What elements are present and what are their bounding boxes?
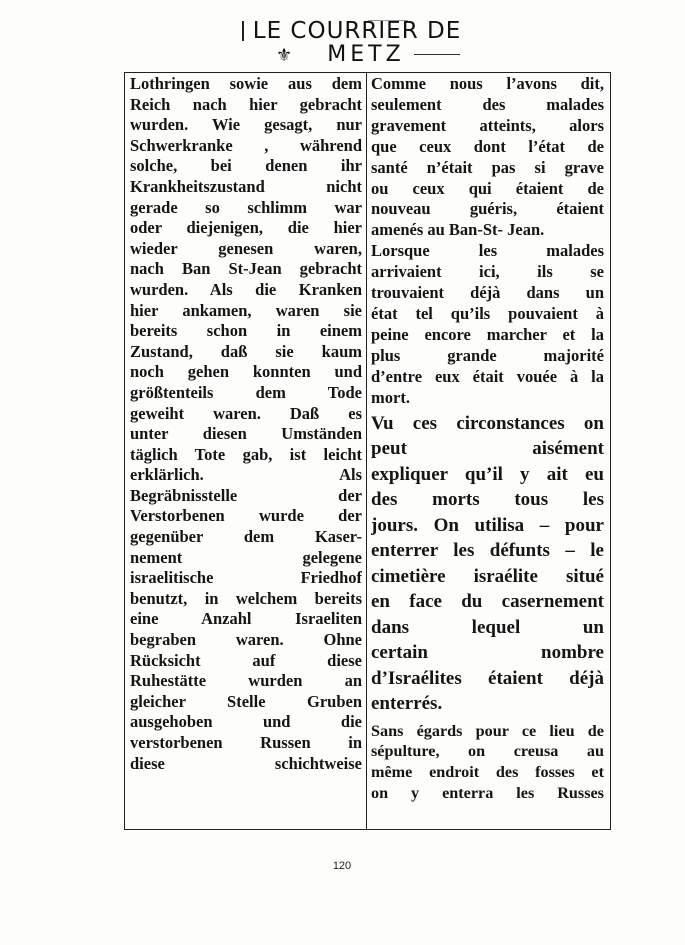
text-line: größtenteils dem Tode — [130, 382, 362, 402]
german-text-column — [130, 74, 362, 774]
text-line: eine Anzahl Israeliten — [130, 609, 362, 629]
text-line: arrivaient ici, ils se — [371, 262, 604, 282]
french-paragraph-4 — [371, 721, 604, 804]
text-line: état tel qu’ils pouvaient à — [371, 303, 604, 323]
text-line: Comme nous l’avons dit, — [371, 74, 604, 93]
text-line: verstorbenen Russen in — [130, 733, 362, 752]
text-line: Zustand, daß sie kaum — [130, 341, 362, 361]
text-line: santé n’était pas si grave — [371, 157, 604, 177]
text-line: Reich nach hier gebracht — [130, 94, 362, 114]
text-line: gleicher Stelle Gruben — [130, 691, 362, 711]
text-line: ou ceux qui étaient de — [371, 178, 604, 198]
text-line: enterrer les défunts – le — [371, 540, 604, 561]
text-line: peine encore marcher et la — [371, 324, 604, 344]
text-line: des morts tous les — [371, 489, 604, 510]
text-line: unter diesen Umständen — [130, 424, 362, 444]
text-line: enterrés. — [371, 693, 443, 714]
fleur-de-lis-icon: ⚜ — [276, 45, 293, 65]
text-line: trouvaient déjà dans un — [371, 283, 604, 303]
text-line: ausgehoben und die — [130, 712, 362, 732]
text-line: expliquer qu’il y ait eu — [371, 463, 604, 485]
text-line: jours. On utilisa – pour — [371, 514, 604, 536]
text-line: on y enterra les Russes — [371, 783, 604, 802]
text-line: nach Ban St-Jean gebracht — [130, 259, 362, 279]
text-line: nement gelegene — [130, 547, 362, 567]
text-line: oder diejenigen, die hier — [130, 218, 362, 238]
masthead-title-line1: LE COURRIER DE — [246, 18, 468, 44]
french-text-column — [371, 74, 604, 803]
text-line: solche, bei denen ihr — [130, 156, 362, 176]
text-line: d’entre eux était vouée à la — [371, 366, 604, 386]
text-line: noch gehen konnten und — [130, 362, 362, 382]
text-line: Sans égards pour ce lieu de — [371, 721, 604, 740]
text-line: Schwerkranke , während — [130, 135, 362, 155]
text-line: gerade so schlimm war — [130, 197, 362, 217]
text-line: Lothringen sowie aus dem — [130, 74, 362, 93]
text-line: nouveau guéris, étaient — [371, 199, 604, 219]
text-line: amenés au Ban-St- Jean. — [371, 220, 545, 240]
masthead-rule — [414, 54, 460, 55]
text-line: Verstorbenen wurde der — [130, 506, 362, 526]
text-line: benutzt, in welchem bereits — [130, 588, 362, 608]
text-line: peut aisément — [371, 438, 604, 459]
text-line: seulement des malades — [371, 94, 604, 114]
text-line: bereits schon in einem — [130, 321, 362, 341]
text-line: sépulture, on creusa au — [371, 742, 604, 761]
text-line: täglich Tote gab, ist leicht — [130, 444, 362, 464]
text-line: hier ankamen, waren sie — [130, 300, 362, 320]
page-number: 120 — [332, 860, 352, 872]
text-line: Ruhestätte wurden an — [130, 671, 362, 691]
text-line: certain nombre — [371, 642, 604, 663]
text-line: en face du casernement — [371, 591, 604, 612]
text-line: Krankheitszustand nicht — [130, 176, 362, 196]
text-line: d’Israélites étaient déjà — [371, 667, 604, 689]
text-line: que ceux dont l’état de — [371, 136, 604, 156]
french-paragraph-2 — [371, 241, 604, 408]
text-line: geweiht waren. Daß es — [130, 403, 362, 423]
text-line: gegenüber dem Kaser- — [130, 527, 362, 547]
text-line: dans lequel un — [371, 616, 604, 638]
text-line: Begräbnisstelle der — [130, 485, 362, 505]
text-line: même endroit des fosses et — [371, 762, 604, 781]
text-line: wieder genesen waren, — [130, 238, 362, 258]
text-line: Lorsque les malades — [371, 241, 604, 261]
french-paragraph-3 — [371, 411, 604, 717]
text-line: diese schichtweise — [130, 753, 362, 773]
masthead — [246, 18, 468, 70]
text-line: mort. — [371, 387, 410, 407]
french-paragraph-1 — [371, 74, 604, 241]
text-line: Rücksicht auf diese — [130, 650, 362, 670]
text-line: israelitische Friedhof — [130, 568, 362, 588]
text-line: wurden. Wie gesagt, nur — [130, 115, 362, 135]
text-line: cimetière israélite situé — [371, 565, 604, 587]
column-divider — [366, 72, 367, 830]
masthead-title-line2: METZ — [327, 42, 405, 67]
text-line: plus grande majorité — [371, 345, 604, 365]
text-line: erklärlich. Als — [130, 465, 362, 485]
text-line: gravement atteints, alors — [371, 115, 604, 135]
text-line: wurden. Als die Kranken — [130, 279, 362, 299]
german-paragraph — [130, 74, 362, 774]
text-line: Vu ces circonstances on — [371, 412, 604, 434]
text-line: begraben waren. Ohne — [130, 630, 362, 650]
